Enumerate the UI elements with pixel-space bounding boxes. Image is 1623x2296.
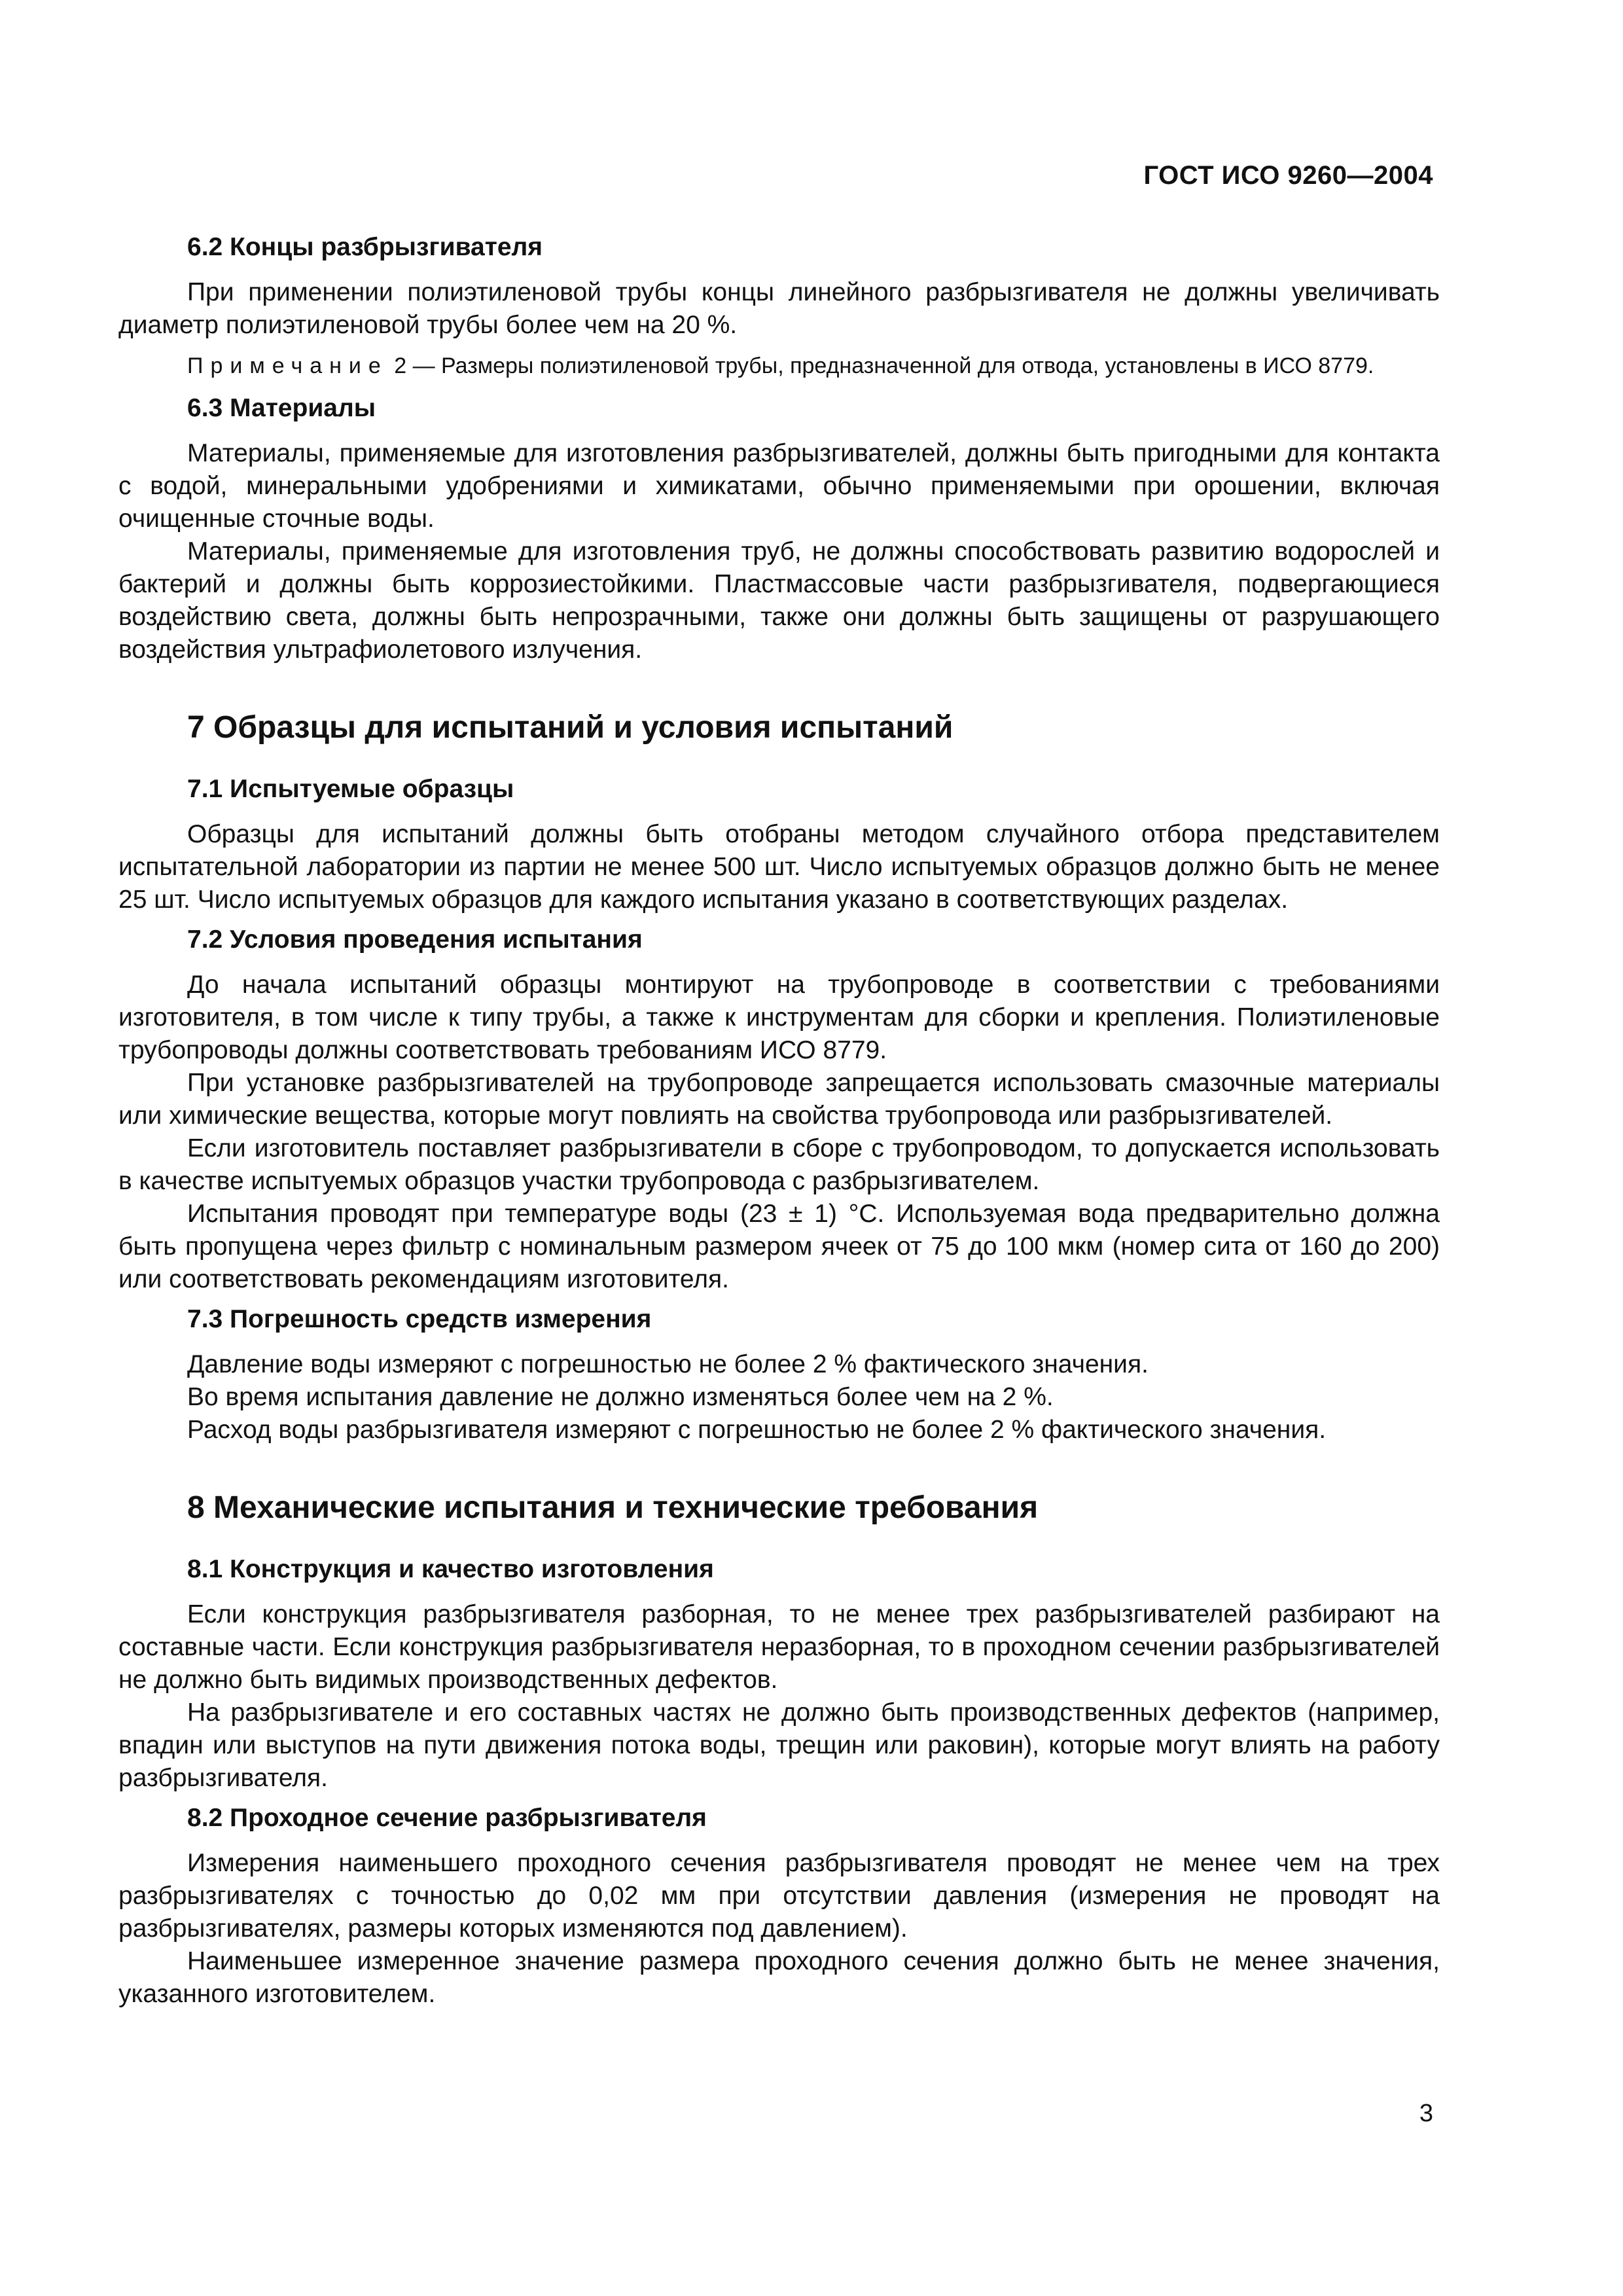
paragraph: Расход воды разбрызгивателя измеряют с погрешностью не более 2 % фактического значения. bbox=[187, 1416, 1327, 1444]
paragraph: Материалы, применяемые для изготовления разбрызгивателей, должны быть пригодными для контакта с водой, минеральными удобрениями и химикатами, обычно применяемыми при орошении, включая очищенные сточные воды. bbox=[118, 439, 1440, 533]
note bbox=[118, 351, 1440, 381]
paragraph: Во время испытания давление не должно изменяться более чем на 2 %. bbox=[187, 1383, 1054, 1411]
heading-8-1: 8.1 Конструкция и качество изготовления bbox=[187, 1555, 714, 1583]
heading-8: 8 Механические испытания и технические требования bbox=[187, 1490, 1039, 1525]
heading-7-2: 7.2 Условия проведения испытания bbox=[187, 925, 643, 954]
paragraph: Материалы, применяемые для изготовления труб, не должны способствовать развитию водорослей и бактерий и должны быть коррозиестойкими. Пластмассовые части разбрызгивателя, подвергающиеся воздействию света, должны быть непрозрачными, также они должны быть защищены от разрушающего воздействия ультрафиолетового излучения. bbox=[118, 537, 1440, 664]
paragraph: До начала испытаний образцы монтируют на трубопроводе в соответствии с требованиями изготовителя, в том числе к типу трубы, а также к инструментам для сборки и крепления. Полиэтиленовые трубопроводы должны соответствовать требованиям ИСО 8779. bbox=[118, 971, 1440, 1064]
page-number: 3 bbox=[1419, 2100, 1433, 2127]
heading-8-2: 8.2 Проходное сечение разбрызгивателя bbox=[187, 1804, 707, 1832]
paragraph: На разбрызгивателе и его составных частях не должно быть производственных дефектов (например, впадин или выступов на пути движения потока воды, трещин или раковин), которые могут влиять на работу разбрызгивателя. bbox=[118, 1698, 1440, 1792]
paragraph: При применении полиэтиленовой трубы концы линейного разбрызгивателя не должны увеличивать диаметр полиэтиленовой трубы более чем на 20 %. bbox=[118, 278, 1440, 339]
document-header: ГОСТ ИСО 9260—2004 bbox=[1143, 161, 1433, 190]
paragraph: Давление воды измеряют с погрешностью не более 2 % фактического значения. bbox=[187, 1350, 1149, 1378]
note-lead: Примечание bbox=[187, 353, 388, 378]
paragraph: Испытания проводят при температуре воды (23 ± 1) °С. Используемая вода предварительно должна быть пропущена через фильтр с номинальным размером ячеек от 75 до 100 мкм (номер сита от 160 до 200) или соответствовать рекомендациям изготовителя. bbox=[118, 1200, 1440, 1293]
paragraph: Измерения наименьшего проходного сечения разбрызгивателя проводят не менее чем на трех разбрызгивателях с точностью до 0,02 мм при отсутствии давления (измерения не проводят на разбрызгивателях, размеры которых изменяются под давлением). bbox=[118, 1849, 1440, 1943]
paragraph: Если изготовитель поставляет разбрызгиватели в сборе с трубопроводом, то допускается использовать в качестве испытуемых образцов участки трубопровода с разбрызгивателем. bbox=[118, 1134, 1440, 1195]
heading-7-3: 7.3 Погрешность средств измерения bbox=[187, 1305, 652, 1333]
note-text: 2 — Размеры полиэтиленовой трубы, предназначенной для отвода, установлены в ИСО 8779. bbox=[387, 353, 1374, 378]
heading-6-3: 6.3 Материалы bbox=[187, 394, 376, 422]
document-body bbox=[118, 230, 1440, 2011]
paragraph: Наименьшее измеренное значение размера проходного сечения должно быть не менее значения, указанного изготовителем. bbox=[118, 1947, 1440, 2008]
heading-6-2: 6.2 Концы разбрызгивателя bbox=[187, 233, 543, 261]
paragraph: При установке разбрызгивателей на трубопроводе запрещается использовать смазочные материалы или химические вещества, которые могут повлиять на свойства трубопровода или разбрызгивателей. bbox=[118, 1069, 1440, 1130]
paragraph: Образцы для испытаний должны быть отобраны методом случайного отбора представителем испытательной лаборатории из партии не менее 500 шт. Число испытуемых образцов должно быть не менее 25 шт. Число испытуемых образцов для каждого испытания указано в соответствующих разделах. bbox=[118, 820, 1440, 914]
paragraph: Если конструкция разбрызгивателя разборная, то не менее трех разбрызгивателей разбирают на составные части. Если конструкция разбрызгивателя неразборная, то в проходном сечении разбрызгивателей не должно быть видимых производственных дефектов. bbox=[118, 1600, 1440, 1694]
heading-7: 7 Образцы для испытаний и условия испытаний bbox=[187, 710, 954, 745]
heading-7-1: 7.1 Испытуемые образцы bbox=[187, 775, 514, 803]
